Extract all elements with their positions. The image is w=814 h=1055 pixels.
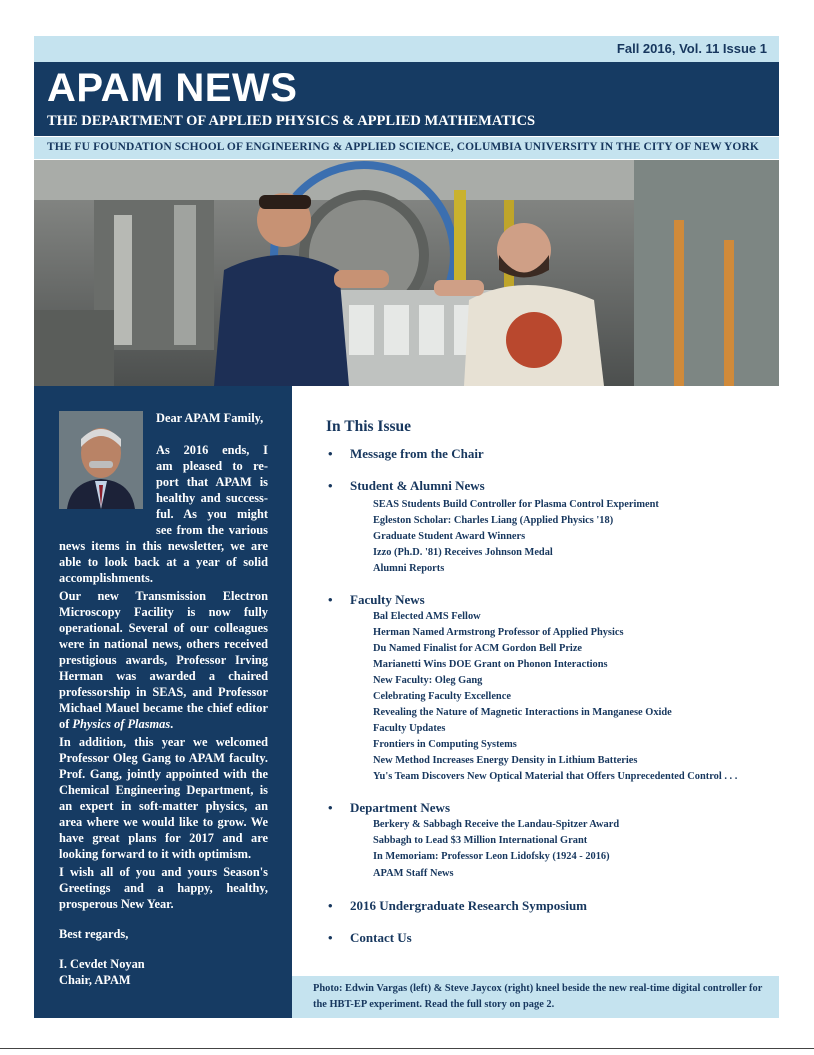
letter-greeting: Dear APAM Family, xyxy=(156,411,264,425)
photo-caption xyxy=(292,976,779,1018)
department-subtitle: THE DEPARTMENT OF APPLIED PHYSICS & APPLIED MATHEMATICS xyxy=(47,113,536,129)
table-of-contents xyxy=(292,386,779,976)
page-bottom-rule xyxy=(0,1048,814,1049)
newsletter-title: APAM NEWS xyxy=(47,66,298,110)
toc-item[interactable]: Celebrating Faculty Excellence xyxy=(373,691,511,702)
toc-heading: In This Issue xyxy=(326,418,412,435)
toc-item[interactable]: Graduate Student Award Winners xyxy=(373,531,526,542)
signer-name: I. Cevdet Noyan xyxy=(59,957,145,971)
toc-item[interactable]: APAM Staff News xyxy=(373,868,454,879)
chair-portrait xyxy=(59,411,143,509)
toc-section-contact[interactable]: • Contact Us xyxy=(328,930,412,945)
toc-item[interactable]: Izzo (Ph.D. '81) Receives Johnson Medal xyxy=(373,547,553,558)
toc-item[interactable]: New Faculty: Oleg Gang xyxy=(373,675,483,686)
intro-line: As 2016 ends, I xyxy=(156,443,268,457)
intro-line: healthy and success- xyxy=(156,491,268,505)
toc-item[interactable]: Sabbagh to Lead $3 Million International Grant xyxy=(373,835,588,846)
toc-item[interactable]: Yu's Team Discovers New Optical Material that Offers Unprecedented Control . . . xyxy=(373,771,738,782)
masthead xyxy=(34,62,779,136)
toc-section-student-alumni[interactable]: • Student & Alumni News xyxy=(328,478,485,493)
letter-paragraph-3: In addition, this year we welcomed Professor Oleg Gang to APAM faculty. Prof. Gang, jointly appointed with the Chemical Engineering Department, is an expert in soft-matter physics, an area where we would like to grow. We have great plans for 2017 and are looking forward to it with optimism. xyxy=(59,735,268,861)
school-label: THE FU FOUNDATION SCHOOL OF ENGINEERING & APPLIED SCIENCE, COLUMBIA UNIVERSITY IN THE CITY OF NEW YORK xyxy=(47,141,759,153)
issue-banner xyxy=(34,36,779,62)
caption-text: Photo: Edwin Vargas (left) & Steve Jaycox (right) kneel beside the new real-time digital controller for the HBT-EP experiment. Read the full story on page 2. xyxy=(313,983,763,1010)
toc-item[interactable]: Marianetti Wins DOE Grant on Phonon Interactions xyxy=(373,659,608,670)
journal-title: Physics of Plasmas xyxy=(72,717,171,731)
school-banner xyxy=(34,137,779,159)
toc-item[interactable]: Herman Named Armstrong Professor of Applied Physics xyxy=(373,627,624,638)
intro-line: port that APAM is xyxy=(156,475,268,489)
letter-intro xyxy=(156,442,268,538)
toc-item[interactable]: Alumni Reports xyxy=(373,563,445,574)
toc-item[interactable]: Faculty Updates xyxy=(373,723,446,734)
toc-section-symposium[interactable]: • 2016 Undergraduate Research Symposium xyxy=(328,898,588,913)
toc-item[interactable]: In Memoriam: Professor Leon Lidofsky (1924 - 2016) xyxy=(373,851,610,862)
toc-item[interactable]: SEAS Students Build Controller for Plasma Control Experiment xyxy=(373,499,659,510)
toc-item[interactable]: Frontiers in Computing Systems xyxy=(373,739,517,750)
chair-letter xyxy=(34,386,292,1018)
toc-section-chair-message[interactable]: • Message from the Chair xyxy=(328,446,484,461)
intro-line: ful. As you might xyxy=(156,507,268,521)
letter-paragraph-4: I wish all of you and yours Season's Greetings and a happy, healthy, prosperous New Year. xyxy=(59,865,268,911)
toc-section-department[interactable]: • Department News xyxy=(328,800,451,815)
toc-item[interactable]: Du Named Finalist for ACM Gordon Bell Prize xyxy=(373,643,583,654)
toc-section-faculty[interactable]: • Faculty News xyxy=(328,592,425,607)
lab-photo xyxy=(34,160,779,386)
intro-line: see from the various xyxy=(156,523,268,537)
toc-item[interactable]: Egleston Scholar: Charles Liang (Applied Physics '18) xyxy=(373,515,614,526)
toc-item[interactable]: Revealing the Nature of Magnetic Interactions in Manganese Oxide xyxy=(373,707,672,718)
signer-title: Chair, APAM xyxy=(59,973,131,987)
toc-item[interactable]: Berkery & Sabbagh Receive the Landau-Spitzer Award xyxy=(373,819,620,830)
letter-paragraph-1: news items in this newsletter, we are able to look back at a year of solid accomplishments. xyxy=(59,539,268,585)
issue-label: Fall 2016, Vol. 11 Issue 1 xyxy=(616,41,767,56)
letter-closing: Best regards, xyxy=(59,927,129,941)
letter-paragraph-2: Our new Transmission Electron Microscopy Facility is now fully operational. Several of our colleagues were in national news, others received prestigious awards, Professor Irving Herman was awarded a chaired professorship in SEAS, and Professor Michael Mauel became the chief editor of Physics of Plasmas. xyxy=(59,589,268,731)
toc-item[interactable]: Bal Elected AMS Fellow xyxy=(373,611,481,622)
intro-line: am pleased to re- xyxy=(156,459,268,473)
toc-item[interactable]: New Method Increases Energy Density in Lithium Batteries xyxy=(373,755,638,766)
